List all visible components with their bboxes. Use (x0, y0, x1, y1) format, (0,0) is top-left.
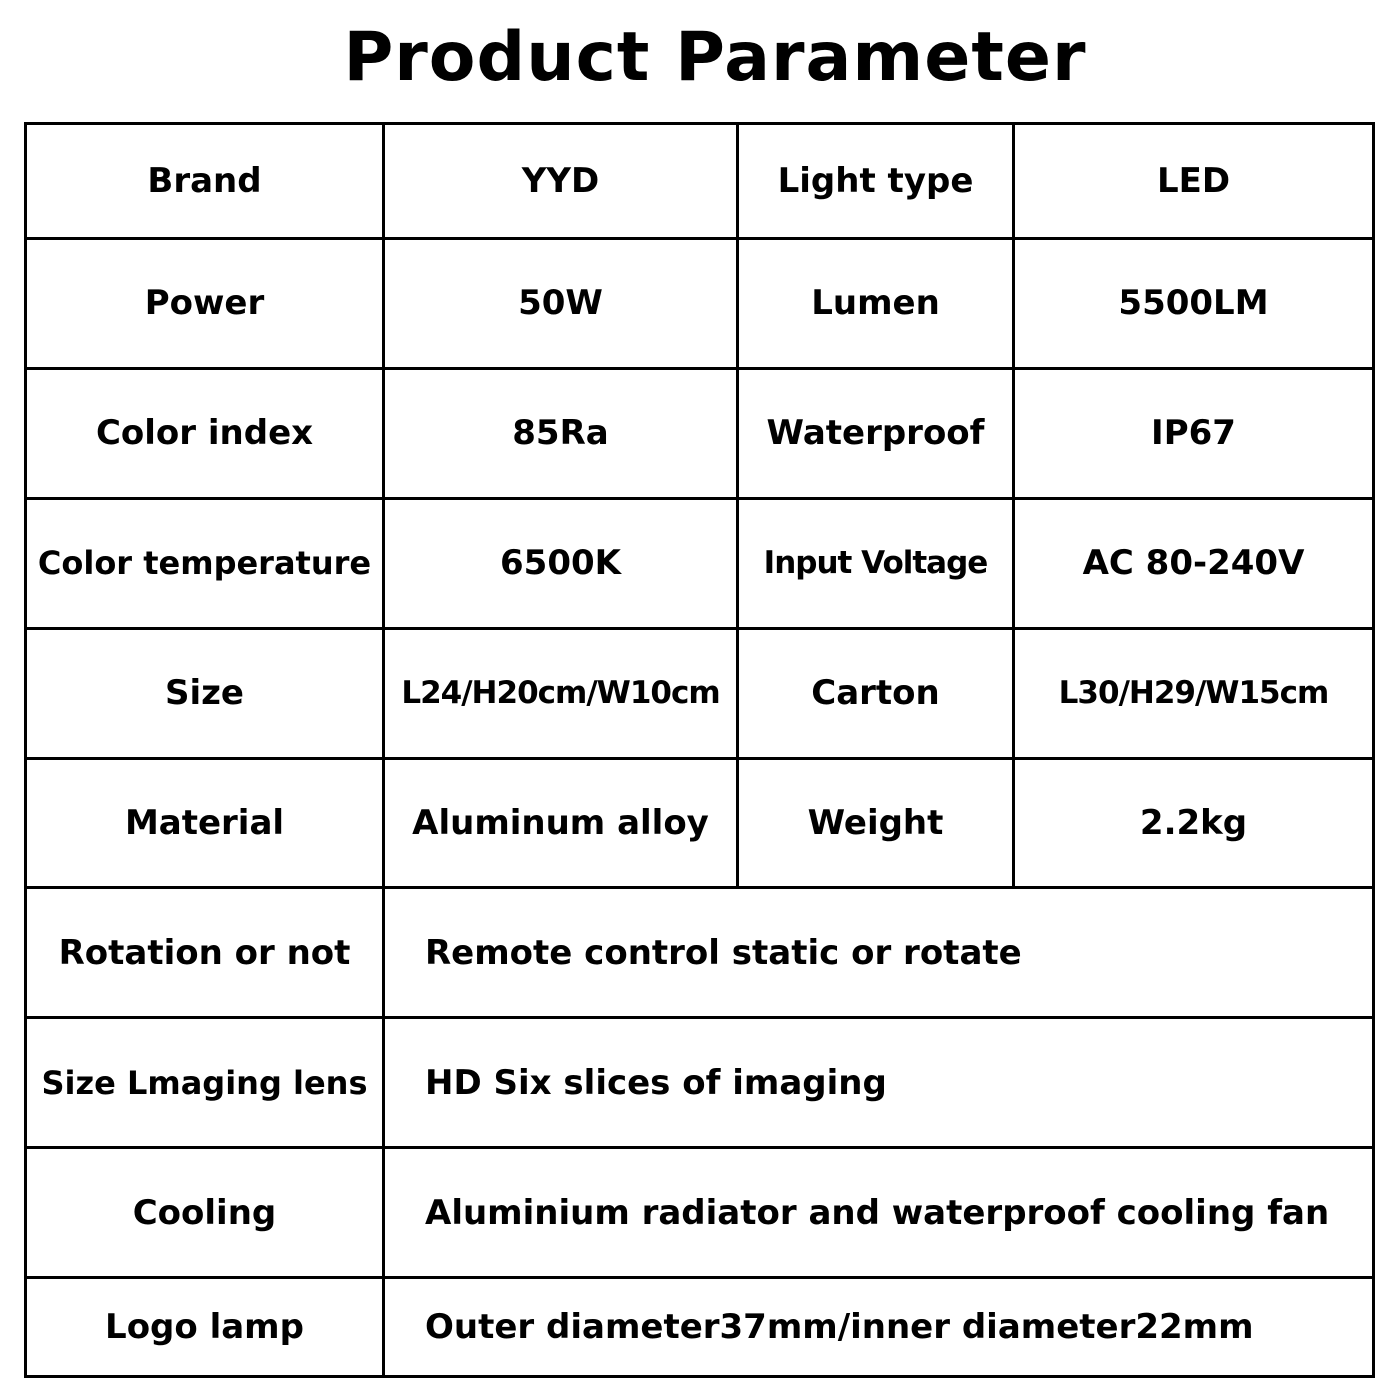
param-label: Cooling (26, 1148, 384, 1278)
param-label: Waterproof (738, 368, 1014, 498)
table-row (26, 628, 1374, 758)
table-row (26, 1018, 1374, 1148)
param-label: Light type (738, 124, 1014, 239)
param-label: Material (26, 758, 384, 888)
product-parameter-table (24, 122, 1375, 1378)
param-value: L24/H20cm/W10cm (384, 628, 738, 758)
param-value: IP67 (1014, 368, 1374, 498)
table-row (26, 1148, 1374, 1278)
table-row (26, 758, 1374, 888)
table-row (26, 888, 1374, 1018)
param-value: HD Six slices of imaging (384, 1018, 1374, 1148)
param-value: Aluminum alloy (384, 758, 738, 888)
param-value: Outer diameter37mm/inner diameter22mm (384, 1278, 1374, 1377)
param-label: Size (26, 628, 384, 758)
param-label: Color index (26, 368, 384, 498)
page-title: Product Parameter (343, 18, 1087, 97)
param-value: 85Ra (384, 368, 738, 498)
table-row (26, 124, 1374, 239)
param-label: Weight (738, 758, 1014, 888)
param-label: Lumen (738, 238, 1014, 368)
table-row (26, 1278, 1374, 1377)
table-row (26, 368, 1374, 498)
param-value: 2.2kg (1014, 758, 1374, 888)
param-label: Rotation or not (26, 888, 384, 1018)
param-value: YYD (384, 124, 738, 239)
param-label: Carton (738, 628, 1014, 758)
param-value: Remote control static or rotate (384, 888, 1374, 1018)
param-label: Input Voltage (738, 498, 1014, 628)
param-value: Aluminium radiator and waterproof cooling fan (384, 1148, 1374, 1278)
table-row (26, 498, 1374, 628)
param-label: Brand (26, 124, 384, 239)
param-label: Color temperature (26, 498, 384, 628)
param-label: Logo lamp (26, 1278, 384, 1377)
table-row (26, 238, 1374, 368)
param-value: LED (1014, 124, 1374, 239)
param-value: 5500LM (1014, 238, 1374, 368)
param-value: L30/H29/W15cm (1014, 628, 1374, 758)
param-label: Power (26, 238, 384, 368)
param-value: 6500K (384, 498, 738, 628)
param-value: AC 80-240V (1014, 498, 1374, 628)
param-label: Size Lmaging lens (26, 1018, 384, 1148)
param-value: 50W (384, 238, 738, 368)
